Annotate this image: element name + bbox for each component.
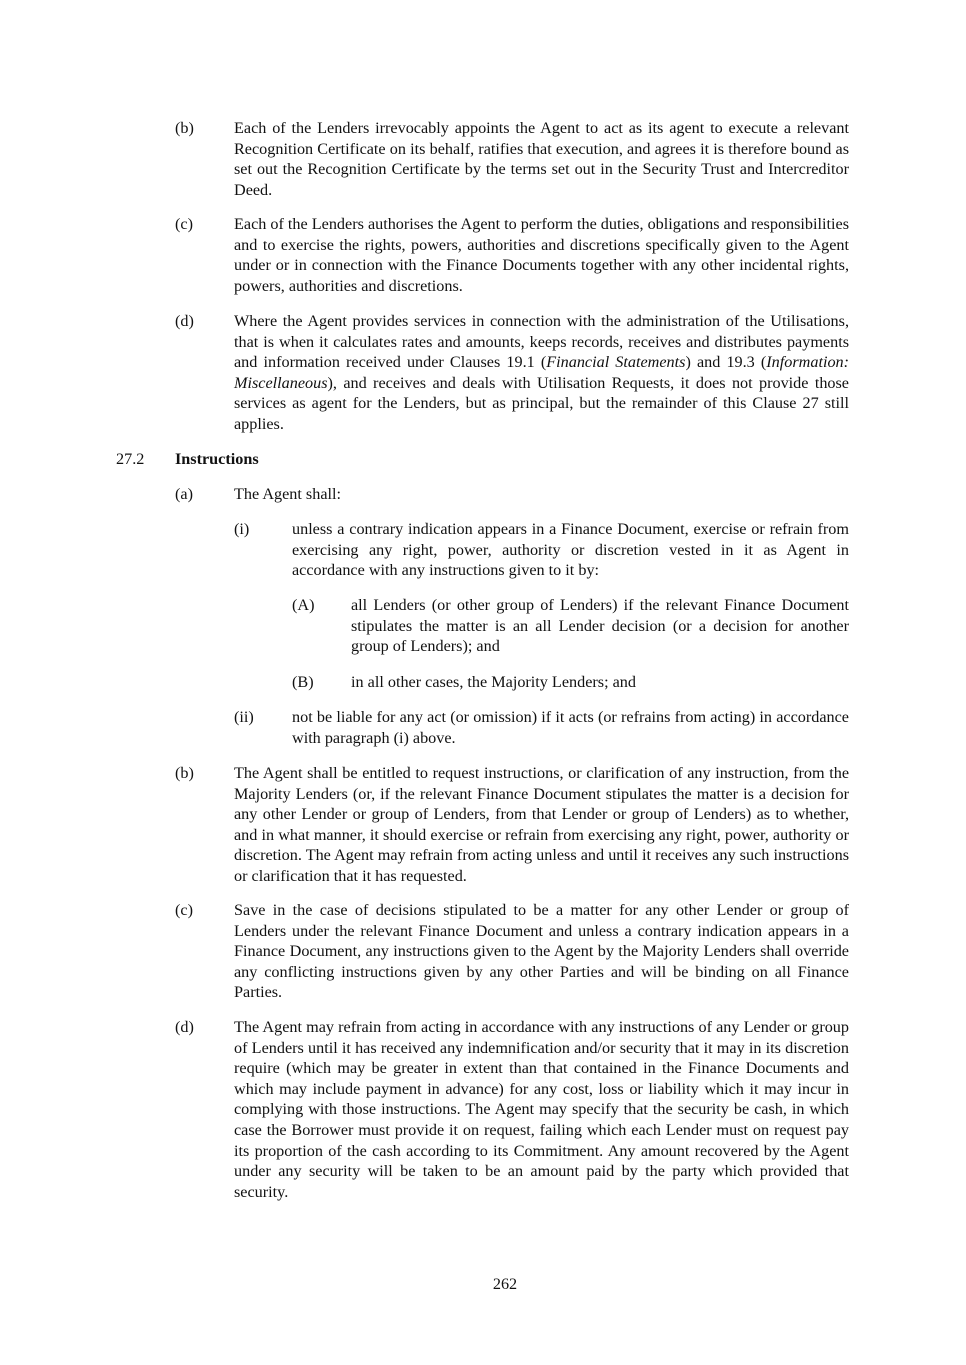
instruction-a-ii-text: not be liable for any act (or omission) if it acts (or refrains from acting) in accordance with paragraph (i) above. (292, 708, 849, 747)
instruction-a-i-B-text: in all other cases, the Majority Lenders; and (351, 673, 636, 691)
instruction-label-d: (d) (175, 1018, 194, 1036)
paragraph-d-text (234, 311, 849, 435)
clause-title: Instructions (175, 450, 259, 468)
instruction-label-a-i-B: (B) (292, 673, 314, 691)
instruction-label-a-i-A: (A) (292, 596, 315, 614)
instruction-label-b: (b) (175, 764, 194, 782)
instruction-label-a: (a) (175, 485, 193, 503)
clause-ref-financial-statements: Financial Statements (546, 353, 686, 372)
instruction-b-text: The Agent shall be entitled to request instructions, or clarification of any instruction, from the Majority Lenders (or, if the relevant Finance Document stipulates the matter is a decision for any other Lender or group of Lenders, from that Lender or group of Lenders) as to whether, and in what manner, it should exercise or refrain from exercising any right, power, authority or discretion. The Agent may refrain from acting unless and until it receives any such instructions or clarification that it has requested. (234, 764, 849, 885)
paragraph-label-c: (c) (175, 215, 193, 233)
paragraph-d-text-part3: ), and receives and deals with Utilisation Requests, it does not provide those services as agent for the Lenders, but as principal, but the remainder of this Clause 27 still applies. (234, 373, 849, 433)
instruction-label-a-i: (i) (234, 520, 250, 538)
instruction-c-text: Save in the case of decisions stipulated to be a matter for any other Lender or group of Lenders under the relevant Finance Document and unless a contrary indication appears in a Finance Document, any instructions given to the Agent by the Majority Lenders shall override any conflicting instructions given by any other Parties and will be binding on all Finance Parties. (234, 901, 849, 1002)
clause-number: 27.2 (116, 450, 145, 468)
instruction-a-i-A-text: all Lenders (or other group of Lenders) if the relevant Finance Document stipulates the matter is an all Lender decision (or a decision for another group of Lenders); and (351, 596, 849, 656)
paragraph-c-text: Each of the Lenders authorises the Agent to perform the duties, obligations and responsibilities and to exercise the rights, powers, authorities and discretions specifically given to the Agent under or in connection with the Finance Documents together with any other incidental rights, powers, authorities and discretions. (234, 215, 849, 295)
paragraph-label-d: (d) (175, 312, 194, 330)
instruction-label-a-ii: (ii) (234, 708, 254, 726)
page-number: 262 (492, 1275, 518, 1293)
instruction-a-i-text: unless a contrary indication appears in a Finance Document, exercise or refrain from exercising any right, power, authority or discretion vested in it as Agent in accordance with any instructions given to it by: (292, 520, 849, 580)
paragraph-d-text-part1: Where the Agent provides services in connection with the administration of the Utilisations, that is when it calculates rates and amounts, keeps records, receives and distributes payments and information received under Clauses 19.1 ( (234, 312, 849, 372)
clause-ref-information-miscellaneous: Information: Miscellaneous (234, 353, 850, 392)
instruction-label-c: (c) (175, 901, 193, 919)
paragraph-b-text: Each of the Lenders irrevocably appoints the Agent to act as its agent to execute a relevant Recognition Certificate on its behalf, ratifies that execution, and agrees it is therefore bound as set out the Recognition Certificate by the terms set out in the Security Trust and Intercreditor Deed. (234, 119, 849, 199)
instruction-a-text: The Agent shall: (234, 485, 341, 503)
instruction-d-text: The Agent may refrain from acting in accordance with any instructions of any Lender or group of Lenders until it has received any indemnification and/or security that it may in its discretion require (which may be greater in extent than that contained in the Finance Documents and which may include payment in advance) for any cost, loss or liability which it may incur in complying with those instructions. The Agent may specify that the security be cash, in which case the Borrower must provide it on request, failing which each Lender must on request pay its proportion of the cash according to its Commitment. Any amount recovered by the Agent under any security will be taken to be an amount paid by the party which provided that security. (234, 1018, 849, 1201)
paragraph-label-b: (b) (175, 119, 194, 137)
paragraph-d-text-part2: ) and 19.3 ( (685, 353, 767, 372)
